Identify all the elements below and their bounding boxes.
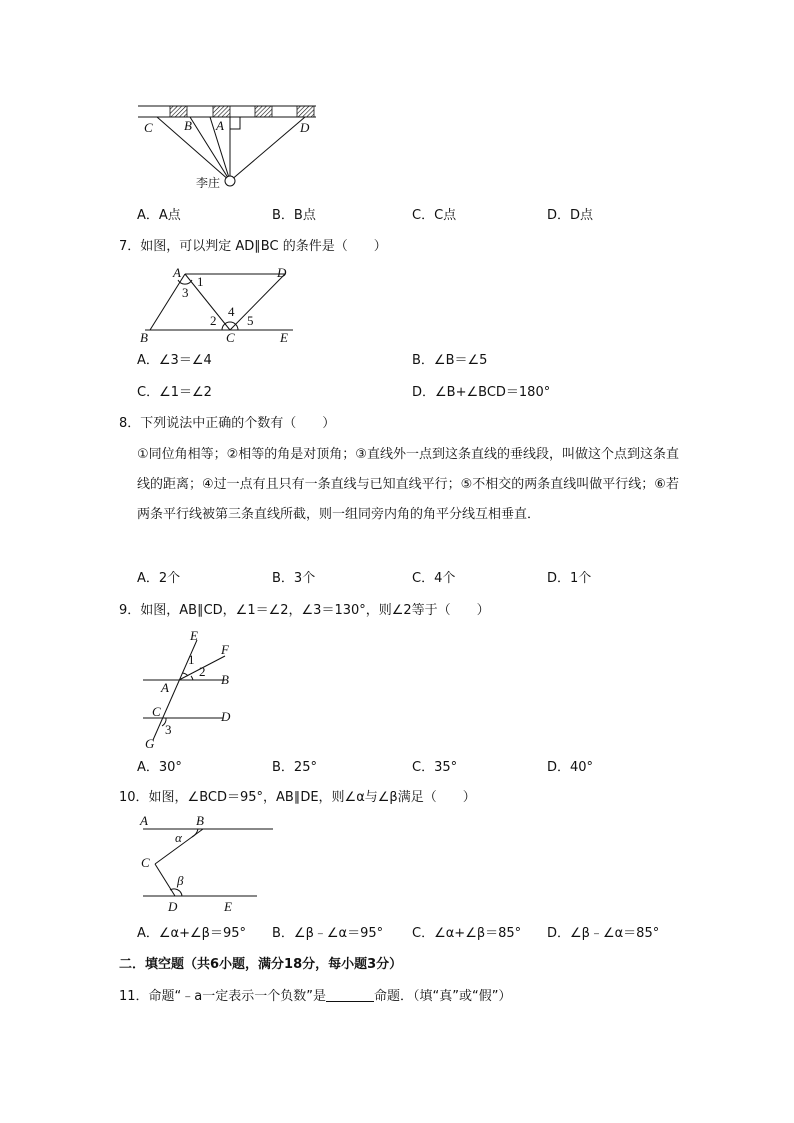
q11-stem bbox=[119, 987, 511, 1006]
path-lines bbox=[157, 117, 305, 181]
label-C: C bbox=[144, 120, 153, 135]
label-D: D bbox=[221, 709, 231, 724]
label-B: B bbox=[184, 118, 192, 133]
q9-option-c: C．35° bbox=[412, 760, 458, 775]
label-C: C bbox=[226, 330, 235, 345]
label-E: E bbox=[280, 330, 288, 345]
label-C: C bbox=[152, 704, 161, 719]
angle-3: 3 bbox=[182, 285, 189, 300]
q9-stem: 9．如图，AB∥CD，∠1＝∠2，∠3＝130°，则∠2等于（ ） bbox=[119, 603, 490, 618]
q6-figure bbox=[130, 98, 330, 193]
q8-statements: ①同位角相等；②相等的角是对顶角；③直线外一点到这条直线的垂线段，叫做这个点到这条直线的距离；④过一点有且只有一条直线与已知直线平行；⑤不相交的两条直线叫做平行线；⑥若两条平行线被第三条直线所截，则一组同旁内角的角平分线互相垂直． bbox=[137, 447, 679, 522]
label-C: C bbox=[141, 855, 150, 870]
q11-text-after: 命题．（填“真”或“假”） bbox=[373, 989, 512, 1004]
label-F: F bbox=[221, 642, 229, 657]
angle-2: 2 bbox=[210, 313, 217, 328]
label-village: 李庄 bbox=[196, 176, 221, 190]
q6-option-c: C．C点 bbox=[412, 208, 457, 223]
q8-option-b: B．3个 bbox=[272, 571, 316, 586]
label-E: E bbox=[190, 628, 198, 643]
label-G: G bbox=[145, 736, 155, 751]
section-2-heading: 二．填空题（共6小题，满分18分，每小题3分） bbox=[119, 957, 403, 972]
angle-1: 1 bbox=[188, 652, 195, 667]
q10-option-b: B．∠β﹣∠α＝95° bbox=[272, 926, 384, 941]
road bbox=[138, 106, 316, 117]
label-B: B bbox=[140, 330, 148, 345]
angle-5: 5 bbox=[247, 313, 254, 328]
q6-option-b: B．B点 bbox=[272, 208, 316, 223]
q9-option-b: B．25° bbox=[272, 760, 317, 775]
label-A: A bbox=[140, 813, 148, 828]
label-B: B bbox=[221, 672, 229, 687]
q8-option-a: A．2个 bbox=[137, 571, 181, 586]
label-B: B bbox=[196, 813, 204, 828]
q10-option-a: A．∠α+∠β＝95° bbox=[137, 926, 247, 941]
q10-stem: 10．如图，∠BCD＝95°，AB∥DE，则∠α与∠β满足（ ） bbox=[119, 790, 476, 805]
q10-figure bbox=[135, 812, 280, 917]
label-D: D bbox=[277, 265, 287, 280]
angle-4: 4 bbox=[228, 304, 235, 319]
q9-option-d: D．40° bbox=[547, 760, 594, 775]
village-marker bbox=[225, 176, 235, 186]
angle-3: 3 bbox=[165, 722, 172, 737]
label-beta: β bbox=[177, 873, 184, 888]
q7-stem: 7．如图，可以判定 AD∥BC 的条件是（ ） bbox=[119, 239, 387, 254]
angle-1: 1 bbox=[197, 274, 204, 289]
q7-option-b: B．∠B＝∠5 bbox=[412, 353, 488, 368]
q7-option-a: A．∠3＝∠4 bbox=[137, 353, 212, 368]
q9-figure bbox=[135, 628, 250, 753]
label-E: E bbox=[224, 899, 232, 914]
label-D: D bbox=[168, 899, 178, 914]
q7-option-d: D．∠B+∠BCD＝180° bbox=[412, 385, 551, 400]
q11-text-before: 11．命题“﹣a一定表示一个负数”是 bbox=[119, 989, 326, 1004]
angle-2: 2 bbox=[199, 664, 206, 679]
q8-stem: 8．下列说法中正确的个数有（ ） bbox=[119, 416, 336, 431]
q6-option-a: A．A点 bbox=[137, 208, 181, 223]
q9-option-a: A．30° bbox=[137, 760, 182, 775]
label-A: A bbox=[161, 680, 169, 695]
label-D: D bbox=[300, 120, 310, 135]
q7-option-c: C．∠1＝∠2 bbox=[137, 385, 212, 400]
q7-figure bbox=[135, 263, 300, 345]
label-alpha: α bbox=[175, 830, 182, 845]
q8-option-d: D．1个 bbox=[547, 571, 592, 586]
q10-option-d: D．∠β﹣∠α＝85° bbox=[547, 926, 660, 941]
q8-option-c: C．4个 bbox=[412, 571, 456, 586]
label-A: A bbox=[216, 118, 224, 133]
label-A: A bbox=[173, 265, 181, 280]
q6-option-d: D．D点 bbox=[547, 208, 594, 223]
q11-blank bbox=[326, 987, 374, 1002]
q10-option-c: C．∠α+∠β＝85° bbox=[412, 926, 522, 941]
